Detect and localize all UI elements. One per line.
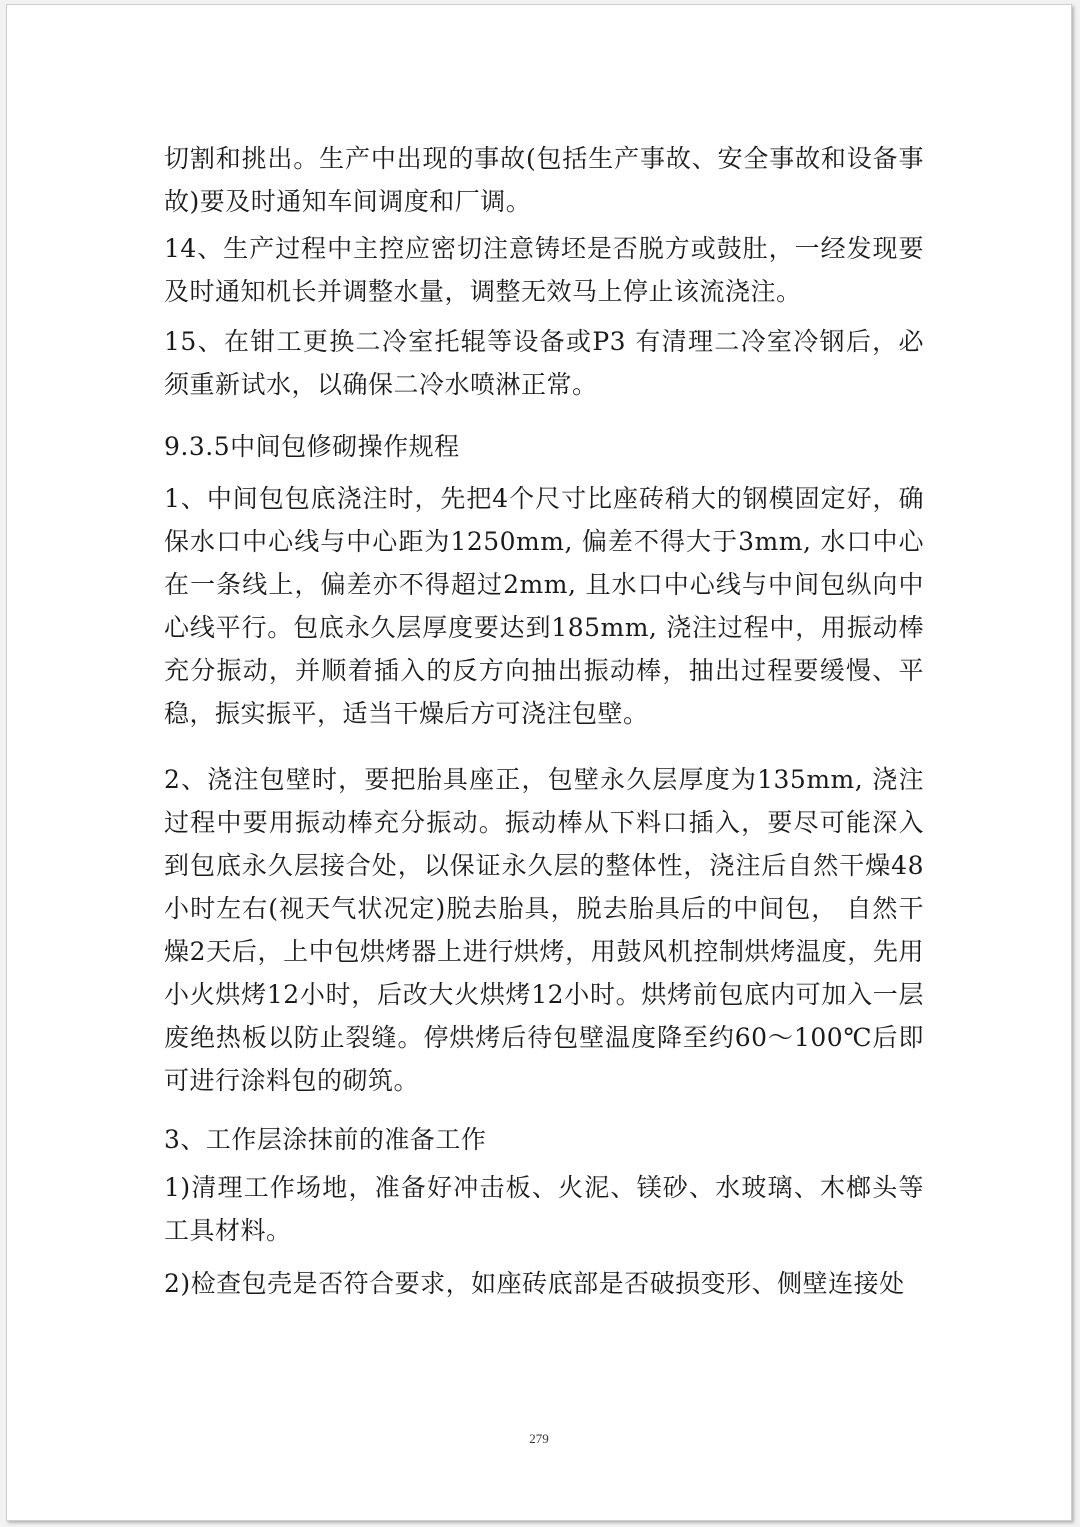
paragraph-14: 14、生产过程中主控应密切注意铸坯是否脱方或鼓肚，一经发现要及时通知机长并调整水量，调整无效马上停止该流浇注。 xyxy=(164,234,924,306)
section-heading: 9.3.5中间包修砌操作规程 xyxy=(164,432,460,461)
paragraph-15: 15、在钳工更换二冷室托辊等设备或P3 有清理二冷室冷钢后，必须重新试水，以确保二冷水喷淋正常。 xyxy=(164,327,924,399)
paragraph-accident-report: 切割和挑出。生产中出现的事故(包括生产事故、安全事故和设备事故)要及时通知车间调度和厂调。 xyxy=(164,144,924,216)
document-page xyxy=(6,4,1072,1521)
page-content xyxy=(164,137,924,1305)
page-number: 279 xyxy=(529,1431,549,1446)
step-3-item-2: 2)检查包壳是否符合要求，如座砖底部是否破损变形、侧壁连接处 xyxy=(164,1269,905,1298)
step-1: 1、中间包包底浇注时，先把4个尺寸比座砖稍大的钢模固定好，确保水口中心线与中心距为1250mm, 偏差不得大于3mm, 水口中心在一条线上，偏差亦不得超过2mm, 且水口中心线与中间包纵向中心线平行。包底永久层厚度要达到185mm, 浇注过程中，用振动棒充分振动，并顺着插入的反方向抽出振动棒，抽出过程要缓慢、平稳，振实振平，适当干燥后方可浇注包壁。 xyxy=(164,484,924,728)
step-2: 2、浇注包壁时，要把胎具座正，包壁永久层厚度为135mm, 浇注过程中要用振动棒充分振动。振动棒从下料口插入，要尽可能深入到包底永久层接合处，以保证永久层的整体性，浇注后自然干燥48小时左右(视天气状况定)脱去胎具，脱去胎具后的中间包， 自然干燥2天后，上中包烘烤器上进行烘烤，用鼓风机控制烘烤温度，先用小火烘烤12小时，后改大火烘烤12小时。烘烤前包底内可加入一层废绝热板以防止裂缝。停烘烤后待包壁温度降至约60～100℃后即可进行涂料包的砌筑。 xyxy=(164,765,924,1095)
step-3-item-1: 1)清理工作场地，准备好冲击板、火泥、镁砂、水玻璃、木榔头等工具材料。 xyxy=(164,1173,924,1245)
step-3-heading: 3、工作层涂抹前的准备工作 xyxy=(164,1125,487,1154)
